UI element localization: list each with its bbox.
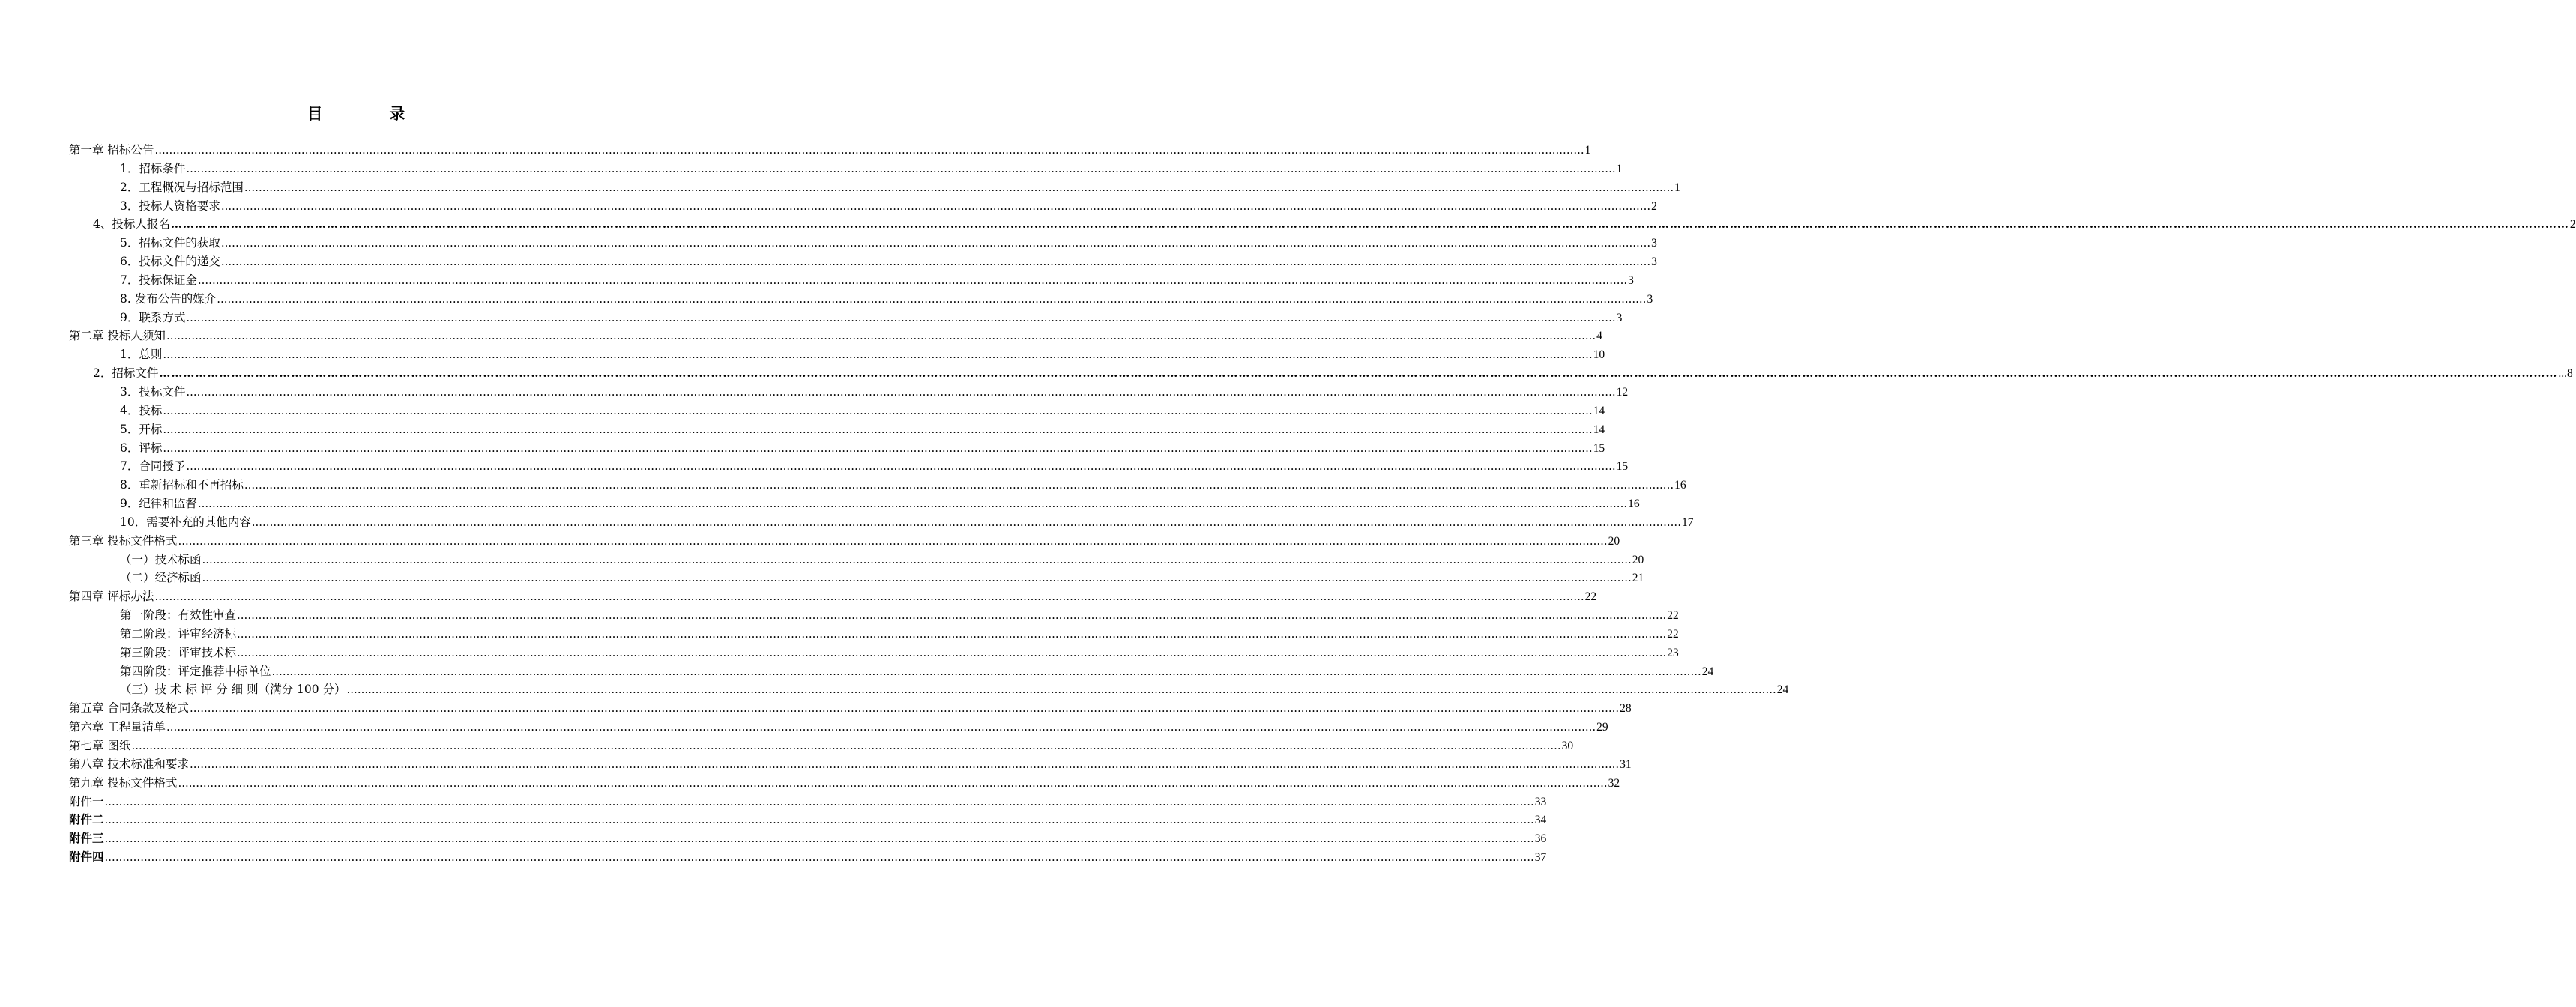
toc-entry-label: 第一阶段：有效性审查 (120, 608, 237, 623)
toc-entry-label: 5．开标 (120, 422, 163, 436)
toc-leader-dots: ................................................................................................................................................................................................................................................................................................................................................................................................................ (154, 590, 1584, 604)
toc-entry-label: 9．纪律和监督 (120, 497, 197, 511)
toc-entry-page: 16 (1628, 498, 1640, 511)
toc-leader-dots: ................................................................................................................................................................................................................................................................................................................................................................................................................ (197, 497, 1628, 511)
toc-leader-dots: ................................................................................................................................................................................................................................................................................................................................................................................................................ (104, 832, 1534, 846)
toc-entry-label: 6．投标文件的递交 (120, 255, 220, 269)
toc-leader-dots: ................................................................................................................................................................................................................................................................................................................................................................................................................ (104, 794, 1534, 808)
toc-entry[interactable] (69, 755, 1632, 774)
toc-entry-page: 15 (1616, 460, 1629, 474)
toc-entry-page: 22 (1667, 627, 1679, 641)
toc-entry-page: 22 (1584, 590, 1597, 604)
toc-entry-label: 3．投标文件 (120, 384, 186, 399)
toc-entry-label: 第八章 技术标准和要求 (69, 757, 189, 771)
toc-leader-dots: ................................................................................................................................................................................................................................................................................................................................................................................................................ (163, 348, 1593, 362)
toc-leader-dots: ................................................................................................................................................................................................................................................................................................................................................................................................................ (178, 533, 1608, 548)
toc-entry-page: 1 (1584, 144, 1591, 157)
toc-entry-page: 24 (1701, 665, 1714, 678)
toc-entry[interactable] (69, 345, 1605, 364)
toc-entry-page: 4 (1596, 330, 1602, 343)
toc-entry-label: 7．投标保证金 (120, 273, 197, 287)
toc-leader-dots: ................................................................................................................................................................................................................................................................................................................................................................................................................ (237, 645, 1667, 659)
toc-entry[interactable] (69, 160, 1623, 178)
toc-entry[interactable] (69, 737, 1574, 755)
toc-entry[interactable] (69, 718, 1608, 737)
toc-entry-label: 第三阶段：评审技术标 (120, 645, 237, 659)
toc-leader-dots: ................................................................................................................................................................................................................................................................................................................................................................................................................ (104, 813, 1534, 827)
toc-leader-dots: ................................................................................................................................................................................................................................................................................................................................................................................................................ (163, 403, 1593, 417)
toc-entry-page: 24 (1776, 683, 1789, 697)
toc-entry[interactable] (69, 383, 1629, 402)
toc-leader-dots: ................................................................................................................................................................................................................................................................................................................................................................................................................ (166, 720, 1596, 734)
toc-entry-label: 8. 发布公告的媒介 (120, 291, 217, 306)
toc-leader-dots: ................................................................................................................................................................................................................................................................................................................................................................................................................ (217, 291, 1647, 306)
toc-leader-dots: ................................................................................................................................................................................................................................................................................................................................................................................................................ (186, 310, 1616, 324)
toc-entry[interactable] (69, 532, 1620, 551)
toc-entry-page: 33 (1534, 795, 1547, 808)
toc-entry[interactable] (69, 606, 1679, 625)
toc-entry-label: 第七章 图纸 (69, 739, 131, 752)
toc-entry-label: 第四章 评标办法 (69, 590, 154, 604)
toc-entry[interactable] (69, 457, 1629, 476)
toc-entry-page: 31 (1620, 757, 1632, 771)
toc-entry-page: 10 (1593, 348, 1605, 362)
toc-entry[interactable] (69, 569, 1644, 587)
toc-entry[interactable] (69, 271, 1634, 290)
toc-entry-label: 附件三 (69, 831, 104, 846)
toc-entry[interactable] (69, 662, 1714, 681)
toc-leader-dots: ................................................................................................................................................................................................................................................................................................................................................................................................................ (251, 515, 1681, 529)
toc-title: 目 录 (307, 104, 431, 123)
toc-entry-page: 12 (1616, 385, 1629, 399)
toc-leader-dots: ................................................................................................................................................................................................................................................................................................................................................................................................................ (346, 683, 1776, 697)
toc-entry-label: 第三章 投标文件格式 (69, 533, 178, 548)
toc-entry[interactable] (69, 644, 1679, 662)
toc-entry-page: 23 (1667, 646, 1679, 659)
toc-entry[interactable] (69, 513, 1694, 532)
toc-entry-page: 2 (2569, 218, 2576, 232)
toc-entry[interactable] (69, 829, 1547, 848)
toc-entry[interactable] (69, 215, 2576, 234)
toc-entry-label: 1．招标条件 (120, 161, 186, 175)
toc-entry[interactable] (69, 699, 1632, 718)
toc-entry-label: 第一章 招标公告 (69, 143, 154, 157)
toc-leader-dots: ................................................................................................................................................................................................................................................................................................................................................................................................................ (197, 273, 1628, 287)
toc-leader-dots: ................................................................................................................................................................................................................................................................................................................................................................................................................ (220, 236, 1651, 250)
toc-leader-dots: ................................................................................................................................................................................................................................................................................................................................................................................................................ (244, 180, 1674, 194)
toc-entry-page: 1 (1674, 181, 1680, 194)
toc-entry-label: 4．投标 (120, 403, 163, 417)
toc-entry-label: 附件二 (69, 812, 104, 827)
toc-entry-label: 10．需要补充的其他内容 (120, 515, 251, 529)
toc-leader-dots: ................................................................................................................................................................................................................................................................................................................................................................................................................ (189, 701, 1620, 716)
toc-entry-label: 8．重新招标和不再招标 (120, 478, 244, 492)
toc-entry[interactable] (69, 402, 1605, 420)
toc-entry[interactable] (69, 680, 1789, 699)
toc-entry[interactable] (69, 290, 1653, 309)
toc-entry-page: 22 (1667, 609, 1679, 623)
toc-leader-dots: ................................................................................................................................................................................................................................................................................................................................................................................................................ (186, 161, 1616, 175)
toc-entry-page: 3 (1647, 292, 1653, 306)
toc-leader-dots: ................................................................................................................................................................................................................................................................................................................................................................................................................ (104, 850, 1534, 865)
toc-entry-label: （一）技术标函 (120, 552, 202, 566)
toc-entry-page: 3 (1628, 273, 1634, 287)
toc-leader-dots: ................................................................................................................................................................................................................................................................................................................................................................................................................ (202, 552, 1632, 566)
toc-entry[interactable] (69, 141, 1591, 160)
toc-entry-page: 34 (1534, 814, 1547, 827)
toc-entry[interactable] (69, 774, 1620, 793)
toc-entry-label: 第五章 合同条款及格式 (69, 701, 189, 716)
toc-entry[interactable] (69, 309, 1623, 327)
toc-leader-dots: …………………………………………………………………………………………………………………………………………………………………………………………………………………………………………………………………………………………………………………………………………………………………………………………………………………………………………………………………………………………………………………………………………………… (159, 366, 2558, 381)
toc-entry[interactable] (69, 551, 1644, 569)
toc-leader-dots: ................................................................................................................................................................................................................................................................................................................................................................................................................ (178, 775, 1608, 790)
toc-entry-label: 2．招标文件 (93, 366, 159, 381)
toc-leader-dots: ................................................................................................................................................................................................................................................................................................................................................................................................................ (163, 441, 1593, 455)
toc-entry-page: 3 (1651, 255, 1657, 269)
toc-entry-label: 9．联系方式 (120, 310, 186, 324)
toc-entry-page: 3 (1651, 237, 1657, 250)
toc-entry-label: 3．投标人资格要求 (120, 199, 220, 213)
toc-leader-dots: ................................................................................................................................................................................................................................................................................................................................................................................................................ (166, 329, 1596, 343)
toc-leader-dots: …………………………………………………………………………………………………………………………………………………………………………………………………………………………………………………………………………………………………………………………………………………………………………………………………………………………………………………………………………………………………………………………………………………… (170, 217, 2569, 232)
toc-entry-label: 6．评标 (120, 441, 163, 455)
toc-entry-label: 第九章 投标文件格式 (69, 775, 178, 790)
toc-entry-label: （三）技 术 标 评 分 细 则（满分 100 分） (120, 683, 346, 697)
toc-leader-dots: ................................................................................................................................................................................................................................................................................................................................................................................................................ (237, 608, 1667, 623)
toc-entry-label: 附件四 (69, 850, 104, 865)
toc-leader-dots: ................................................................................................................................................................................................................................................................................................................................................................................................................ (186, 384, 1616, 399)
toc-entry-label: 7．合同授予 (120, 459, 186, 474)
toc-leader-dots: ................................................................................................................................................................................................................................................................................................................................................................................................................ (131, 739, 1561, 752)
toc-entry-label: 第六章 工程量清单 (69, 720, 166, 734)
toc-entry-label: （二）经济标函 (120, 571, 202, 585)
toc-entry[interactable] (69, 420, 1605, 439)
toc-leader-dots: ................................................................................................................................................................................................................................................................................................................................................................................................................ (220, 255, 1651, 269)
toc-entry-page: 21 (1632, 572, 1644, 585)
toc-entry[interactable] (69, 364, 2573, 383)
toc-entry[interactable] (69, 178, 1680, 197)
toc-entry[interactable] (69, 439, 1605, 458)
toc-entry[interactable] (69, 793, 1547, 811)
toc-entry[interactable] (69, 234, 1657, 252)
toc-entry-page: ...8 (2558, 367, 2573, 381)
toc-entry-label: 第二阶段：评审经济标 (120, 626, 237, 641)
toc-entry-page: 29 (1596, 721, 1608, 734)
toc-entry-label: 1．总则 (120, 348, 163, 362)
toc-entry-page: 3 (1616, 311, 1623, 324)
toc-entry-label: 附件一 (69, 794, 104, 808)
toc-leader-dots: ................................................................................................................................................................................................................................................................................................................................................................................................................ (189, 757, 1620, 771)
toc-entry-label: 5．招标文件的获取 (120, 236, 220, 250)
toc-entry[interactable] (69, 587, 1597, 606)
toc-entry[interactable] (69, 848, 1547, 867)
toc-entry-page: 14 (1593, 423, 1605, 436)
toc-entry-page: 14 (1593, 404, 1605, 417)
toc-entry-page: 37 (1534, 851, 1547, 865)
toc-entry[interactable] (69, 476, 1686, 495)
toc-entry-page: 36 (1534, 832, 1547, 846)
table-of-contents (69, 141, 2576, 867)
toc-entry-page: 32 (1608, 776, 1620, 790)
toc-entry-label: 第二章 投标人须知 (69, 329, 166, 343)
toc-entry[interactable] (69, 495, 1640, 513)
toc-entry-label: 2．工程概况与招标范围 (120, 180, 244, 194)
toc-leader-dots: ................................................................................................................................................................................................................................................................................................................................................................................................................ (154, 143, 1584, 157)
toc-leader-dots: ................................................................................................................................................................................................................................................................................................................................................................................................................ (237, 626, 1667, 641)
toc-entry[interactable] (69, 327, 1602, 345)
toc-leader-dots: ................................................................................................................................................................................................................................................................................................................................................................................................................ (244, 478, 1674, 492)
toc-entry-page: 28 (1620, 702, 1632, 716)
toc-entry[interactable] (69, 811, 1547, 829)
toc-entry[interactable] (69, 252, 1657, 271)
toc-leader-dots: ................................................................................................................................................................................................................................................................................................................................................................................................................ (163, 422, 1593, 436)
toc-entry-page: 30 (1561, 740, 1574, 752)
toc-entry[interactable] (69, 197, 1657, 216)
toc-leader-dots: ................................................................................................................................................................................................................................................................................................................................................................................................................ (202, 571, 1632, 585)
toc-entry[interactable] (69, 625, 1679, 644)
toc-entry-page: 15 (1593, 441, 1605, 455)
toc-entry-page: 16 (1674, 479, 1686, 492)
toc-leader-dots: ................................................................................................................................................................................................................................................................................................................................................................................................................ (186, 459, 1616, 474)
toc-leader-dots: ................................................................................................................................................................................................................................................................................................................................................................................................................ (220, 199, 1651, 213)
toc-entry-page: 17 (1681, 515, 1694, 529)
toc-entry-page: 20 (1632, 553, 1644, 566)
toc-entry-page: 2 (1651, 199, 1657, 213)
toc-entry-label: 4、投标人报名 (93, 217, 170, 232)
toc-entry-label: 第四阶段：评定推荐中标单位 (120, 664, 271, 678)
toc-entry-page: 1 (1616, 162, 1623, 175)
toc-leader-dots: ................................................................................................................................................................................................................................................................................................................................................................................................................ (271, 664, 1701, 678)
toc-entry-page: 20 (1608, 534, 1620, 548)
